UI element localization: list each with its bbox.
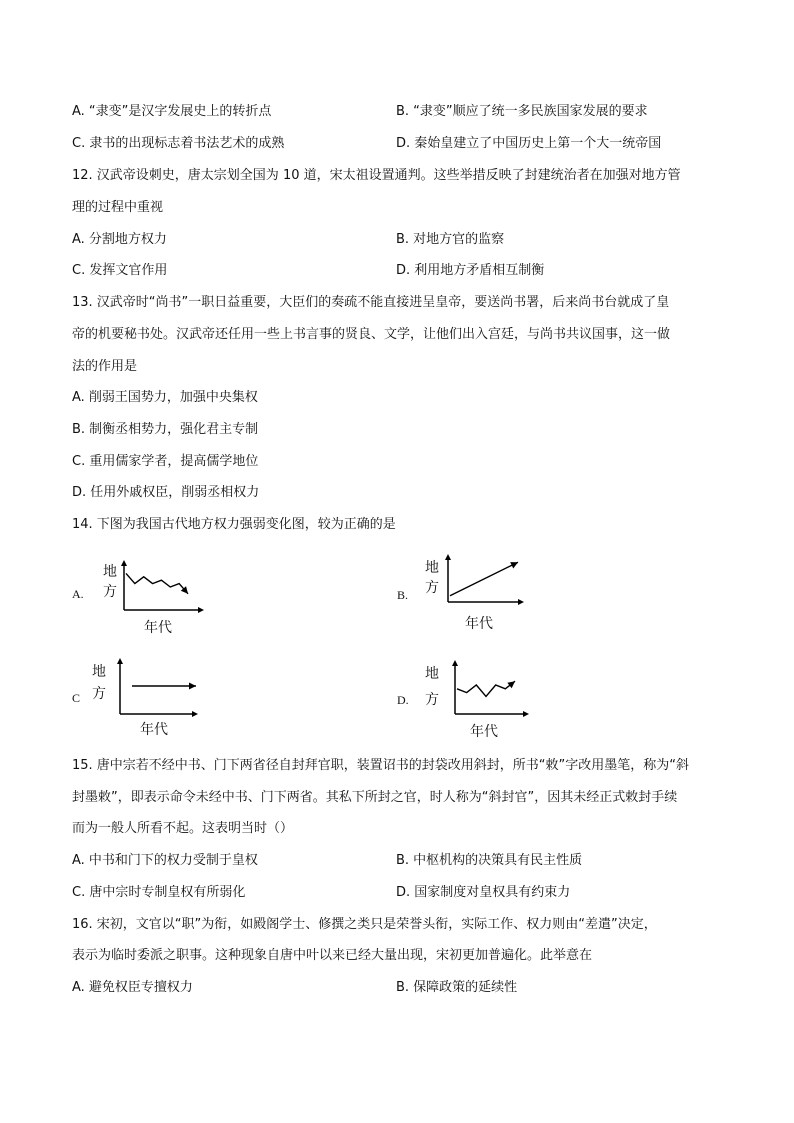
chart-a-xlabel: 年代	[144, 620, 172, 636]
q13-option-d: D. 任用外戚权臣，削弱丞相权力	[72, 485, 260, 500]
q14-stem: 14. 下图为我国古代地方权力强弱变化图，较为正确的是	[72, 517, 396, 532]
chart-d-y-arrow	[452, 660, 458, 666]
chart-d-letter: D.	[397, 693, 409, 707]
q12-option-b: B. 对地方官的监察	[396, 232, 505, 247]
q15-stem-line-2: 封墨敕”，即表示命令未经中书、门下两省。其私下所封之官，时人称为“斜封官”，因其未经正式敕封手续	[72, 790, 678, 805]
chart-b	[440, 550, 530, 610]
chart-a-series-line	[126, 573, 188, 593]
q12-option-a: A. 分割地方权力	[72, 232, 167, 247]
chart-d-series-line	[457, 681, 515, 696]
q13-stem-line-2: 帝的机要秘书处。汉武帝还任用一些上书言事的贤良、文学，让他们出入宫廷，与尚书共议国事，这一做	[72, 327, 671, 342]
chart-a-y-arrow	[121, 560, 127, 566]
q13-option-a: A. 削弱王国势力，加强中央集权	[72, 390, 258, 405]
chart-c-ylabel-2: 方	[92, 686, 106, 702]
chart-b-series-line	[450, 562, 518, 596]
chart-c	[112, 652, 202, 718]
q13-option-c: C. 重用儒家学者，提高儒学地位	[72, 454, 259, 469]
q15-stem-line-1: 15. 唐中宗若不经中书、门下两省径自封拜官职，装置诏书的封袋改用斜封，所书“敕”字改用墨笔，称为“斜	[72, 758, 690, 773]
chart-b-y-arrow	[445, 554, 451, 560]
q13-stem-line-3: 法的作用是	[72, 359, 138, 374]
q13-stem-line-1: 13. 汉武帝时“尚书”一职日益重要，大臣们的奏疏不能直接进呈皇帝，要送尚书署，后来尚书台就成了皇	[72, 295, 670, 310]
chart-b-xlabel: 年代	[465, 616, 493, 632]
q15-stem-line-3: 而为一般人所看不起。这表明当时（）	[72, 821, 294, 836]
q11-option-a: A. “隶变”是汉字发展史上的转折点	[72, 104, 272, 119]
q15-option-c: C. 唐中宗时专制皇权有所弱化	[72, 885, 246, 900]
chart-d	[445, 656, 535, 720]
q16-stem-line-1: 16. 宋初，文官以“职”为衔，如殿阁学士、修撰之类只是荣誉头衔，实际工作、权力则由“差遣”决定，	[72, 917, 657, 932]
q11-option-d: D. 秦始皇建立了中国历史上第一个大一统帝国	[396, 136, 662, 151]
chart-d-series-arrow	[507, 681, 515, 688]
q15-option-a: A. 中书和门下的权力受制于皇权	[72, 853, 258, 868]
q15-option-b: B. 中枢机构的决策具有民主性质	[396, 853, 583, 868]
chart-a	[118, 556, 208, 616]
chart-d-xlabel: 年代	[470, 724, 498, 740]
chart-d-ylabel-2: 方	[425, 692, 439, 708]
chart-d-ylabel-1: 地	[425, 666, 439, 682]
chart-b-ylabel-1: 地	[425, 560, 439, 576]
q13-option-b: B. 制衡丞相势力，强化君主专制	[72, 422, 259, 437]
chart-c-xlabel: 年代	[140, 722, 168, 738]
q16-option-a: A. 避免权臣专擅权力	[72, 980, 193, 995]
chart-a-ylabel-1: 地	[103, 564, 117, 580]
chart-c-y-arrow	[117, 658, 123, 664]
q15-option-d: D. 国家制度对皇权具有约束力	[396, 885, 571, 900]
chart-c-letter: C	[72, 691, 81, 705]
chart-b-letter: B.	[397, 588, 409, 602]
chart-a-x-arrow	[198, 607, 204, 613]
q16-stem-line-2: 表示为临时委派之职事。这种现象自唐中叶以来已经大量出现，宋初更加普遍化。此举意在	[72, 948, 593, 963]
chart-a-letter: A.	[72, 587, 84, 601]
chart-c-ylabel-1: 地	[92, 664, 106, 680]
q12-stem-line-2: 理的过程中重视	[72, 200, 164, 215]
chart-c-series-arrow	[189, 683, 196, 690]
q16-option-b: B. 保障政策的延续性	[396, 980, 518, 995]
q11-option-b: B. “隶变”顺应了统一多民族国家发展的要求	[396, 104, 648, 119]
chart-b-x-arrow	[518, 599, 524, 605]
chart-c-x-arrow	[192, 711, 198, 717]
q12-option-d: D. 利用地方矛盾相互制衡	[396, 263, 545, 278]
q12-stem-line-1: 12. 汉武帝设刺史，唐太宗划全国为 10 道，宋太祖设置通判。这些举措反映了封建统治者在加强对地方管	[72, 168, 681, 183]
q11-option-c: C. 隶书的出现标志着书法艺术的成熟	[72, 136, 285, 151]
chart-b-ylabel-2: 方	[425, 580, 439, 596]
chart-d-x-arrow	[523, 711, 529, 717]
q12-option-c: C. 发挥文官作用	[72, 263, 168, 278]
chart-a-ylabel-2: 方	[103, 584, 117, 600]
